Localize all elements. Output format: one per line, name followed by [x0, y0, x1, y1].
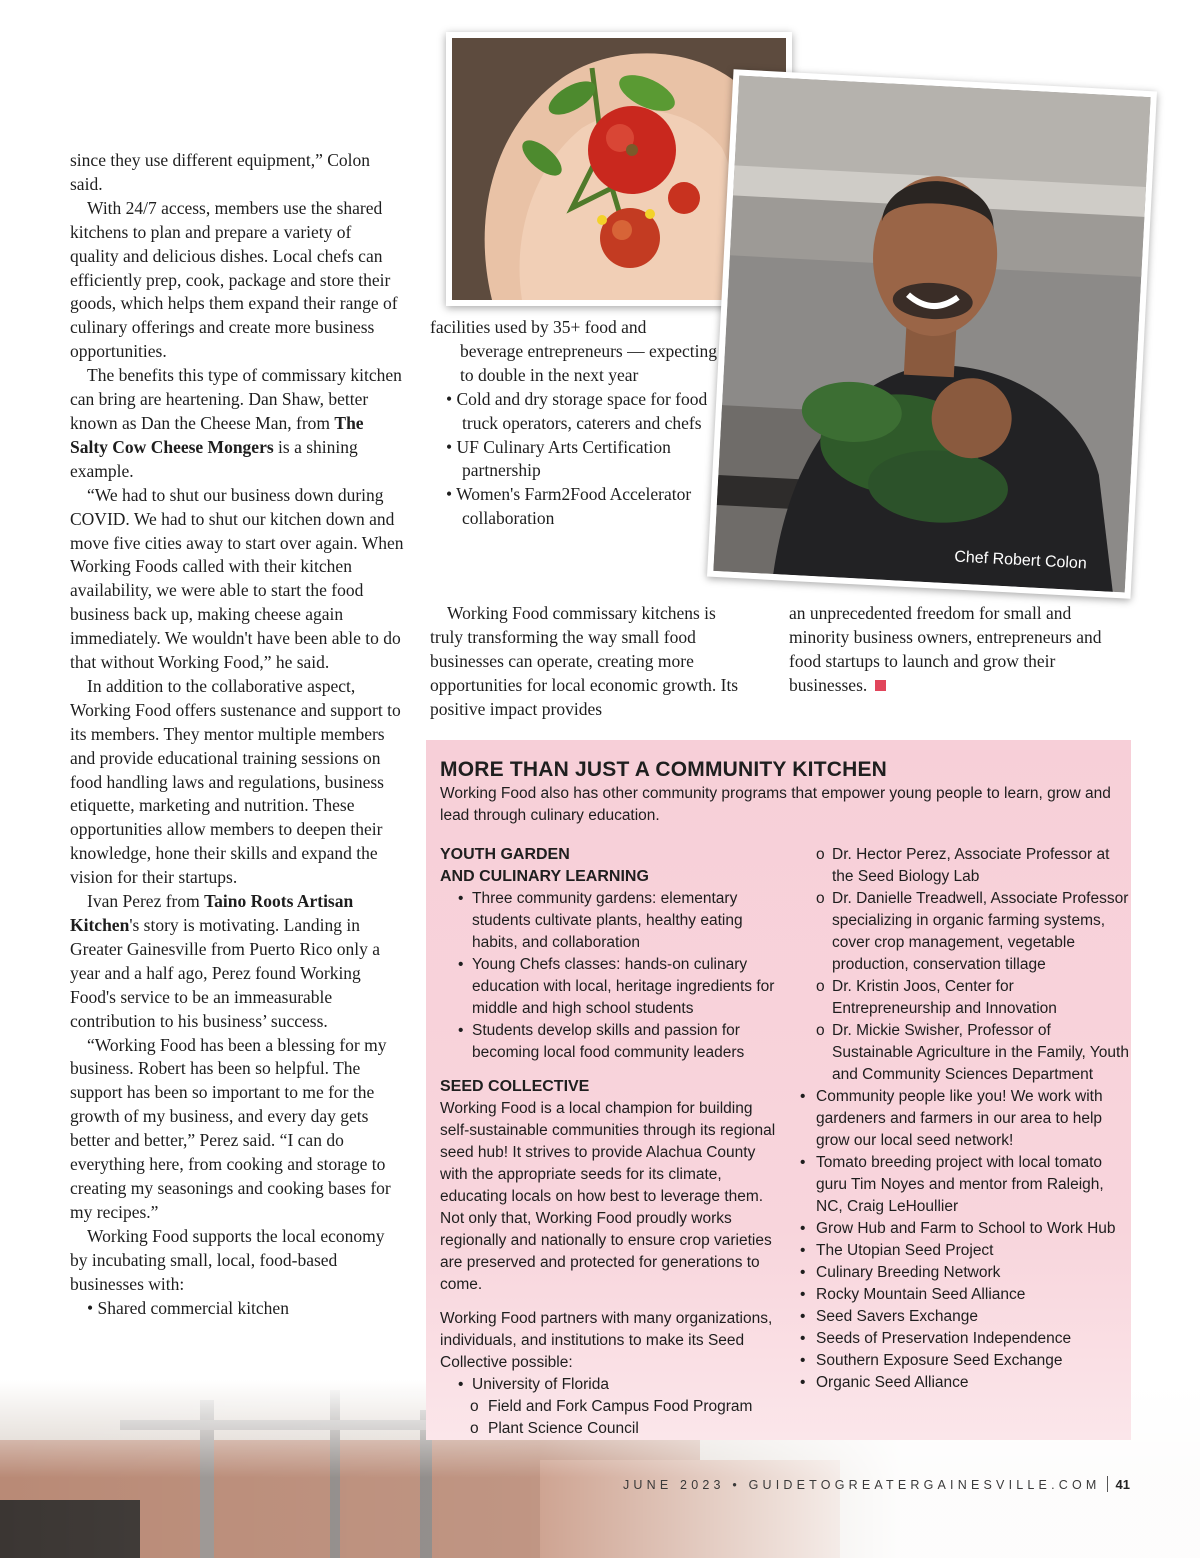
bullet-item: • UF Culinary Arts Certification partnership [446, 436, 671, 481]
paragraph: Working Food commissary kitchens is truly transforming the way small food businesses can operate, creating more opportunities for local economic growth. Its positive impact provides [430, 603, 739, 719]
bullet-icon: • [800, 1088, 806, 1105]
section-heading: AND CULINARY LEARNING [440, 868, 649, 885]
bullet-icon: • [800, 1374, 806, 1391]
bullet-icon: • [458, 956, 464, 973]
sub-list-item: o Dr. Mickie Swisher, Professor of Sustainable Agriculture in the Family, Youth and Community Sciences Department [816, 1022, 1129, 1083]
paragraph: since they use different equipment,” Colon said. [70, 150, 371, 194]
paragraph: In addition to the collaborative aspect, Working Food offers sustenance and support to its members. They mentor multiple members and provide educational training sessions on food handling laws and regulations, business etiquette, marketing and nutrition. These opportunities allow members to deepen their knowledge, hone their skills and expand the vision for their startups. [70, 675, 401, 888]
bullet-icon: • [800, 1330, 806, 1347]
bullet-icon: • [458, 890, 464, 907]
sub-list-item: o Plant Science Council [440, 1418, 785, 1440]
list-item: • Culinary Breeding Network [800, 1262, 1130, 1284]
business-name-salty-cow: The Salty Cow Cheese Mongers [70, 412, 364, 457]
quote-paragraph: “Working Food has been a blessing for my business. Robert has been so helpful. The support has been so important to me for the growth of my business, and every day gets better and better,” Perez said. “I can do everything here, from cooking and storage to creating my seasonings and cooking bases for my recipes.” [70, 1034, 391, 1222]
bullet-icon: • [800, 1154, 806, 1171]
text: The benefits this type of commissary kitchen can bring are heartening. Dan Shaw, better known as Dan the Cheese Man, from [70, 365, 402, 433]
sub-bullet-icon: o [470, 1420, 479, 1437]
bullet-item: • Cold and dry storage space for food truck operators, caterers and chefs [446, 388, 708, 433]
paragraph: With 24/7 access, members use the shared kitchens to plan and prepare a variety of quality and delicious dishes. Local chefs can efficiently prep, cook, package and store their goods, which helps them expand their range of culinary offerings and create more business opportunities. [70, 197, 398, 362]
text: is a shining example. [70, 436, 358, 481]
bullet-icon: • [458, 1376, 464, 1393]
end-mark-icon [875, 680, 886, 691]
bullet-icon: • [800, 1220, 806, 1237]
sub-bullet-icon: o [816, 1022, 825, 1039]
business-name-taino-roots: Taino Roots Artisan Kitchen [70, 891, 354, 935]
list-item: • Rocky Mountain Seed Alliance [800, 1284, 1130, 1306]
text: 's story is motivating. Landing in Greater Gainesville from Puerto Rico only a year and a half ago, Perez found Working Food's service to be an immeasurable contribution to his business’ success. [70, 915, 381, 1031]
paragraph [789, 602, 1109, 698]
sub-bullet-icon: o [816, 890, 825, 907]
sub-list-item: o Dr. Kristin Joos, Center for Entrepreneurship and Innovation [816, 978, 1057, 1017]
list-item: • Organic Seed Alliance [800, 1372, 1130, 1394]
text: Ivan Perez from [87, 891, 200, 912]
section-heading: SEED COLLECTIVE [440, 1078, 590, 1095]
page-number: 41 [1115, 1477, 1130, 1492]
bullet-continuation-first: facilities used by 35+ food and [430, 317, 647, 337]
paragraph: Working Food is a local champion for building self-sustainable communities through its regional seed hub! It strives to provide Alachua County with the appropriate seeds for its climate, educating locals on how best to leverage them. Not only that, Working Food proudly works regionally and nationally to ensure crop varieties are preserved and protected for generations to come. [440, 1100, 776, 1293]
sub-list-item: o Field and Fork Campus Food Program [440, 1396, 785, 1418]
section-heading: YOUTH GARDEN [440, 846, 570, 863]
bullet-continuation: beverage entrepreneurs — expecting to double in the next year [460, 340, 718, 385]
photo-caption: Chef Robert Colon [953, 548, 1088, 573]
list-item: • Students develop skills and passion for becoming local food community leaders [458, 1022, 745, 1061]
sidebar-column-left [440, 844, 785, 1440]
sidebar-title: MORE THAN JUST A COMMUNITY KITCHEN [440, 758, 888, 781]
sidebar-column-right [800, 844, 1130, 1394]
bullet-icon: • [800, 1242, 806, 1259]
list-item: • Community people like you! We work with gardeners and farmers in our area to help grow our local seed network! [800, 1088, 1103, 1149]
list-item: • Southern Exposure Seed Exchange [800, 1350, 1130, 1372]
list-item: • Seeds of Preservation Independence [800, 1328, 1130, 1350]
chef-robert-colon-photo [707, 69, 1157, 598]
list-item: • Young Chefs classes: hands-on culinary education with local, heritage ingredients for middle and high school students [458, 956, 775, 1017]
sub-list-item: o Dr. Hector Perez, Associate Professor at the Seed Biology Lab [816, 846, 1110, 885]
list-item: • Tomato breeding project with local tomato guru Tim Noyes and mentor from Raleigh, NC, Craig LeHoullier [800, 1154, 1104, 1215]
list-item: • Seed Savers Exchange [800, 1306, 1130, 1328]
list-item: • University of Florida [440, 1374, 785, 1396]
bullet-item: • Women's Farm2Food Accelerator collaboration [446, 484, 692, 529]
paragraph: Working Food partners with many organizations, individuals, and institutions to make its Seed Collective possible: [440, 1310, 773, 1371]
bullet-icon: • [800, 1308, 806, 1325]
article-middle-column [430, 316, 720, 531]
text: an unprecedented freedom for small and minority business owners, entrepreneurs and food startups to launch and grow their businesses. [789, 603, 1102, 695]
bullet-item: • Shared commercial kitchen [87, 1297, 289, 1318]
sub-bullet-icon: o [816, 846, 825, 863]
quote-paragraph: “We had to shut our business down during COVID. We had to shut our kitchen down and move five cities away to start over again. When Working Foods called with their kitchen availability, we were able to start the food business back up, making cheese again immediately. We wouldn't have been able to do that without Working Food,” he said. [70, 484, 404, 673]
paragraph [70, 890, 404, 1033]
page-footer [623, 1476, 1130, 1492]
sidebar-box [426, 740, 1131, 1440]
closing-left-column [430, 602, 750, 722]
list-item: • Grow Hub and Farm to School to Work Hub [800, 1218, 1130, 1240]
sidebar-intro: Working Food also has other community programs that empower young people to learn, grow and lead through culinary education. [440, 785, 1111, 824]
sub-bullet-icon: o [470, 1398, 479, 1415]
bullet-icon: • [800, 1352, 806, 1369]
sub-list-item: o Dr. Danielle Treadwell, Associate Professor specializing in organic farming systems, cover crop management, vegetable production, conservation tillage [816, 890, 1129, 973]
list-item: • Three community gardens: elementary students cultivate plants, healthy eating habits, and collaboration [458, 890, 743, 951]
bullet-icon: • [800, 1264, 806, 1281]
footer-text: JUNE 2023 • GUIDETOGREATERGAINESVILLE.COM [622, 1478, 1101, 1492]
paragraph [70, 364, 404, 484]
list-item: • The Utopian Seed Project [800, 1240, 1130, 1262]
bullet-icon: • [800, 1286, 806, 1303]
sub-bullet-icon: o [816, 978, 825, 995]
paragraph: Working Food supports the local economy by incubating small, local, food-based businesses with: [70, 1225, 385, 1294]
closing-right-column [789, 602, 1109, 698]
bullet-icon: • [458, 1022, 464, 1039]
divider [1107, 1476, 1108, 1492]
article-left-column [70, 149, 404, 1320]
